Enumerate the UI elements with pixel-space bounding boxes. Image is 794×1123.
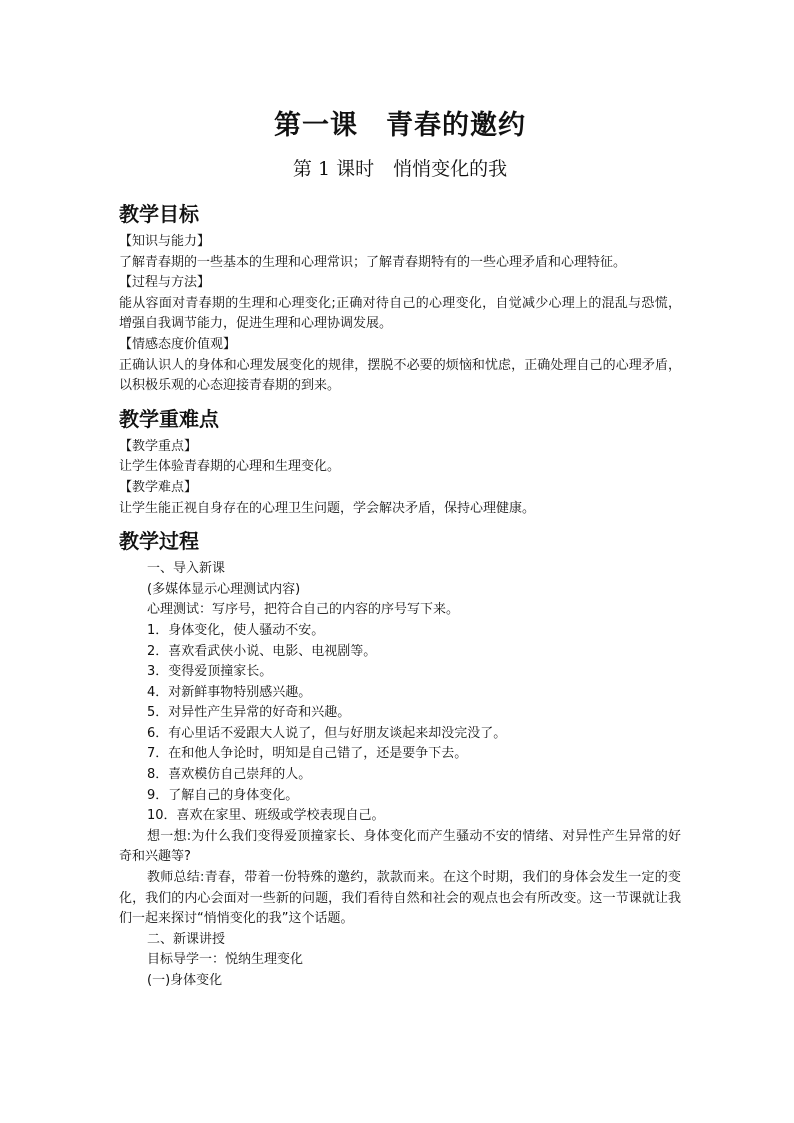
goal-one: 目标导学一：悦纳生理变化 (147, 952, 304, 968)
objectives-heading: 教学目标 (119, 202, 199, 226)
list-item: 5．对异性产生异常的好奇和兴趣。 (147, 705, 351, 721)
difficulty-label: 【教学难点】 (119, 479, 198, 495)
process-method-label: 【过程与方法】 (119, 275, 211, 291)
focus-text: 让学生体验青春期的心理和生理变化。 (119, 459, 341, 475)
process-method-text: 能从容面对青春期的生理和心理变化;正确对待自己的心理变化，自觉减少心理上的混乱与恐慌，增强自我调节能力，促进生理和心理协调发展。 (119, 295, 681, 332)
list-item: 8．喜欢模仿自己崇拜的人。 (147, 767, 312, 783)
list-item: 9．了解自己的身体变化。 (147, 787, 299, 803)
summary-paragraph: 教师总结:青春，带着一份特殊的邀约，款款而来。在这个时期，我们的身体会发生一定的变化，我们的内心会面对一些新的问题，我们看待自然和社会的观点也会有所改变。这一节课就让我们一起来探讨“悄悄变化的我”这个话题。 (119, 870, 681, 927)
document-page (119, 100, 681, 992)
list-item: 10．喜欢在家里、班级或学校表现自己。 (147, 808, 385, 824)
sub-heading-body-change: (一)身体变化 (147, 973, 223, 988)
process-heading: 教学过程 (119, 529, 199, 554)
list-item: 2．喜欢看武侠小说、电影、电视剧等。 (147, 643, 377, 659)
media-note: (多媒体显示心理测试内容) (147, 581, 301, 597)
key-points-heading: 教学重难点 (119, 406, 219, 431)
list-item: 6．有心里话不爱跟大人说了，但与好朋友谈起来却没完没了。 (147, 725, 507, 741)
lesson-subtitle: 第 1 课时 悄悄变化的我 (292, 158, 508, 180)
emotion-text: 正确认识人的身体和心理发展变化的规律，摆脱不必要的烦恼和忧虑，正确处理自己的心理矛盾，以积极乐观的心态迎接青春期的到来。 (119, 357, 681, 394)
lesson-title: 第一课 青春的邀约 (274, 110, 526, 141)
section-new-lesson-heading: 二、新课讲授 (147, 931, 226, 947)
think-paragraph: 想一想:为什么我们变得爱顶撞家长、身体变化而产生骚动不安的情绪、对异性产生异常的好奇和兴趣等? (119, 828, 681, 865)
focus-label: 【教学重点】 (119, 438, 198, 454)
emotion-label: 【情感态度价值观】 (119, 336, 237, 352)
list-item: 1．身体变化，使人骚动不安。 (147, 622, 325, 638)
list-item: 7．在和他人争论时，明知是自己错了，还是要争下去。 (147, 746, 468, 762)
knowledge-text: 了解青春期的一些基本的生理和心理常识；了解青春期特有的一些心理矛盾和心理特征。 (119, 254, 627, 270)
test-intro: 心理测试：写序号，把符合自己的内容的序号写下来。 (147, 602, 460, 618)
list-item: 4．对新鲜事物特别感兴趣。 (147, 684, 312, 700)
section-intro-heading: 一、导入新课 (147, 561, 226, 577)
difficulty-text: 让学生能正视自身存在的心理卫生问题，学会解决矛盾，保持心理健康。 (119, 500, 536, 516)
knowledge-label: 【知识与能力】 (119, 234, 211, 249)
list-item: 3．变得爱顶撞家长。 (147, 664, 273, 680)
